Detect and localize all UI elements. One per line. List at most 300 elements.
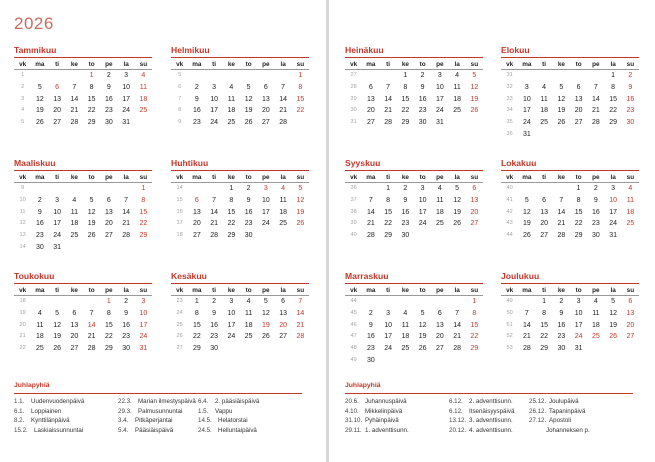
- week-row: [501, 308, 639, 320]
- day-cell: 31: [53, 243, 62, 251]
- day-cell: [397, 296, 414, 308]
- day-cell: 1: [194, 298, 199, 305]
- day-cell: 7: [524, 309, 529, 317]
- weekday-header: vk: [176, 61, 184, 68]
- month-tammikuu: [14, 44, 152, 129]
- day-cell: [66, 296, 83, 308]
- day-cell: 3: [229, 298, 234, 305]
- day-cell: 23: [591, 220, 600, 228]
- day-cell: 18: [591, 321, 600, 329]
- day-cell: 15: [139, 208, 148, 216]
- weekday-header: to: [575, 174, 582, 181]
- day-cell: [466, 117, 483, 129]
- day-cell: 31: [122, 119, 131, 127]
- day-cell: [100, 183, 117, 195]
- week-number: 33: [506, 95, 513, 102]
- day-cell: [362, 183, 379, 195]
- day-cell: 14: [87, 321, 96, 329]
- holiday-name: Pyhäinpäivä: [365, 417, 399, 425]
- day-cell: 4: [72, 196, 77, 204]
- weekday-header: ti: [212, 287, 217, 294]
- day-cell: 29: [574, 232, 583, 240]
- month-helmikuu: [171, 44, 309, 129]
- day-cell: 14: [122, 208, 131, 216]
- day-cell: 14: [591, 95, 600, 103]
- day-cell: 5: [246, 83, 251, 91]
- holiday-item: [14, 407, 118, 417]
- day-cell: 1: [542, 298, 547, 305]
- day-cell: 22: [574, 220, 583, 228]
- day-cell: 31: [522, 130, 531, 138]
- day-cell: 10: [609, 196, 618, 204]
- holiday-item: [14, 426, 118, 436]
- weekday-header: pe: [105, 174, 113, 181]
- day-cell: 14: [522, 321, 531, 329]
- day-cell: 28: [70, 119, 79, 127]
- week-number: 51: [506, 321, 513, 328]
- day-cell: 6: [194, 196, 199, 204]
- day-cell: 21: [279, 107, 288, 115]
- weekday-header: su: [626, 61, 635, 68]
- day-cell: 11: [592, 309, 600, 317]
- holiday-date: [529, 426, 546, 436]
- day-cell: 16: [104, 95, 113, 103]
- day-cell: 7: [455, 309, 460, 317]
- day-cell: 13: [626, 309, 635, 317]
- day-cell: 27: [574, 119, 583, 127]
- month-name: Huhtikuu: [171, 158, 209, 168]
- day-cell: 16: [35, 220, 44, 228]
- day-cell: 8: [611, 83, 616, 91]
- week-number: 39: [350, 220, 357, 227]
- day-cell: [536, 129, 553, 141]
- day-cell: 6: [437, 309, 442, 317]
- day-cell: [553, 70, 570, 82]
- day-cell: [188, 183, 205, 195]
- month-rule: [501, 57, 639, 58]
- day-cell: 16: [192, 107, 201, 115]
- weekday-header: la: [123, 174, 129, 181]
- holiday-name: 3. adventtisunn.: [469, 417, 513, 425]
- week-row: [171, 183, 309, 195]
- day-cell: 18: [244, 321, 253, 329]
- week-row: [345, 207, 483, 219]
- day-cell: 29: [87, 119, 96, 127]
- day-cell: 24: [122, 107, 131, 115]
- holiday-date: 29.3.: [118, 407, 132, 415]
- weekday-header: vk: [350, 61, 358, 68]
- week-number: 40: [350, 232, 357, 239]
- month-name: Joulukuu: [501, 271, 540, 281]
- holiday-date: 6.1.: [14, 407, 25, 415]
- weekday-header: ti: [55, 61, 60, 68]
- day-cell: 18: [70, 220, 79, 228]
- weekday-header: to: [575, 287, 582, 294]
- day-cell: 11: [540, 95, 548, 103]
- weekday-header: vk: [350, 174, 358, 181]
- weekday-header: su: [470, 174, 479, 181]
- month-rule: [14, 170, 152, 171]
- day-cell: 25: [401, 345, 410, 353]
- day-cell: [380, 70, 397, 82]
- day-cell: 24: [227, 333, 236, 341]
- week-row: [501, 296, 639, 308]
- day-cell: 18: [227, 107, 236, 115]
- day-cell: 26: [522, 232, 531, 240]
- holiday-date: 29.11.: [345, 426, 362, 434]
- day-cell: 30: [366, 356, 375, 364]
- day-cell: 17: [122, 95, 131, 103]
- day-cell: 22: [609, 107, 618, 115]
- month-marraskuu: [345, 270, 483, 367]
- day-cell: 25: [70, 232, 79, 240]
- week-row: [345, 343, 483, 355]
- weekday-header: to: [245, 287, 252, 294]
- week-row: [345, 70, 483, 82]
- week-number: 29: [350, 95, 357, 102]
- holiday-name: Loppiainen: [31, 407, 62, 415]
- day-cell: 20: [470, 208, 479, 216]
- day-cell: 7: [72, 83, 77, 91]
- weekday-header: ma: [366, 174, 376, 181]
- week-row: [345, 183, 483, 195]
- holiday-name: Kynttilänpäivä: [31, 417, 70, 425]
- day-cell: [292, 230, 309, 242]
- day-cell: 20: [435, 333, 444, 341]
- day-cell: 18: [139, 95, 148, 103]
- weekday-header: la: [123, 61, 129, 68]
- holidays-list-right: [345, 397, 633, 435]
- day-cell: 10: [122, 83, 131, 91]
- day-cell: 28: [210, 232, 219, 240]
- weekday-header: su: [626, 174, 635, 181]
- day-cell: 31: [574, 345, 583, 353]
- week-row: [171, 117, 309, 129]
- day-cell: 11: [436, 196, 444, 204]
- month-rule: [171, 283, 309, 284]
- day-cell: 30: [244, 232, 253, 240]
- weekday-header: ti: [212, 61, 217, 68]
- day-cell: 2: [593, 185, 598, 192]
- weekday-header-row: [14, 59, 152, 70]
- day-cell: 29: [192, 345, 201, 353]
- holiday-item: [198, 416, 302, 426]
- day-cell: 14: [453, 321, 462, 329]
- week-number: 14: [176, 185, 183, 191]
- day-cell: 18: [435, 208, 444, 216]
- day-cell: [605, 343, 622, 355]
- day-cell: [223, 70, 240, 82]
- week-number: 27: [176, 345, 183, 352]
- day-cell: [83, 296, 100, 308]
- day-cell: 19: [609, 321, 618, 329]
- weekday-header: ke: [557, 174, 565, 181]
- day-cell: 27: [104, 232, 113, 240]
- day-cell: 4: [437, 185, 442, 192]
- holiday-name: Pääsiäispäivä: [135, 426, 174, 434]
- weekday-header: la: [123, 287, 129, 294]
- month-kesakuu: [171, 270, 309, 355]
- day-cell: 3: [55, 196, 60, 204]
- holiday-date: 22.3.: [118, 398, 132, 405]
- weekday-header: ma: [366, 61, 376, 68]
- week-number: 46: [350, 321, 357, 328]
- day-cell: 15: [574, 208, 583, 216]
- week-number: 1: [21, 72, 25, 78]
- week-row: [501, 94, 639, 106]
- day-cell: [536, 70, 553, 82]
- day-cell: [118, 242, 135, 254]
- day-cell: 1: [386, 185, 391, 192]
- day-cell: 25: [227, 119, 236, 127]
- day-cell: 18: [626, 208, 635, 216]
- week-row: [14, 82, 152, 94]
- day-cell: 7: [298, 298, 303, 305]
- day-cell: 5: [55, 309, 60, 317]
- week-row: [501, 230, 639, 242]
- day-cell: 4: [281, 185, 286, 192]
- day-cell: 1: [229, 185, 234, 192]
- day-cell: 8: [141, 196, 146, 204]
- weekday-header: vk: [19, 61, 27, 68]
- month-heinakuu: [345, 44, 483, 129]
- day-cell: 19: [53, 333, 62, 341]
- day-cell: 20: [366, 107, 375, 115]
- week-number: 45: [350, 309, 357, 316]
- day-cell: [31, 296, 48, 308]
- day-cell: 11: [453, 83, 461, 91]
- week-row: [14, 105, 152, 117]
- day-cell: 11: [279, 196, 287, 204]
- day-cell: 30: [104, 119, 113, 127]
- week-row: [345, 218, 483, 230]
- week-number: 36: [506, 130, 513, 137]
- day-cell: 2: [628, 72, 633, 79]
- day-cell: 25: [626, 220, 635, 228]
- day-cell: 20: [574, 107, 583, 115]
- day-cell: 21: [522, 333, 531, 341]
- week-row: [171, 195, 309, 207]
- day-cell: 5: [89, 196, 94, 204]
- day-cell: 7: [281, 83, 286, 91]
- day-cell: 30: [626, 119, 635, 127]
- weekday-header-row: [14, 172, 152, 183]
- week-row: [171, 343, 309, 355]
- holiday-date: 20.6.: [345, 398, 359, 405]
- week-number: 3: [21, 95, 25, 102]
- holiday-item: [529, 397, 633, 407]
- week-number: 8: [178, 107, 182, 114]
- holiday-item: [198, 397, 302, 407]
- weekday-header: pe: [262, 61, 270, 68]
- holiday-date: 1.1.: [14, 398, 25, 405]
- holiday-date: 8.2.: [14, 417, 25, 425]
- day-cell: 30: [401, 232, 410, 240]
- weekday-header: vk: [506, 61, 514, 68]
- day-cell: 16: [210, 321, 219, 329]
- day-cell: 23: [366, 345, 375, 353]
- month-lokakuu: [501, 157, 639, 242]
- day-cell: [257, 70, 274, 82]
- week-number: 52: [506, 333, 513, 340]
- day-cell: 17: [435, 95, 444, 103]
- day-cell: 24: [574, 333, 583, 341]
- weekday-header-row: [345, 172, 483, 183]
- day-cell: 8: [89, 83, 94, 91]
- month-maaliskuu: [14, 157, 152, 254]
- week-row: [14, 331, 152, 343]
- day-cell: 2: [559, 298, 564, 305]
- holiday-date: 20.12.: [449, 426, 467, 434]
- holiday-item: [449, 426, 529, 436]
- day-cell: 28: [87, 345, 96, 353]
- day-cell: 6: [106, 196, 111, 204]
- weekday-header: ti: [542, 174, 547, 181]
- day-cell: 12: [557, 95, 566, 103]
- holiday-name: Helluntaipäivä: [218, 426, 257, 434]
- day-cell: 2: [403, 185, 408, 192]
- day-cell: 19: [522, 220, 531, 228]
- day-cell: 19: [35, 107, 44, 115]
- weekday-header: vk: [19, 287, 27, 294]
- holiday-item: [198, 407, 302, 417]
- day-cell: 9: [194, 95, 199, 103]
- day-cell: 16: [122, 321, 131, 329]
- week-row: [14, 308, 152, 320]
- day-cell: 24: [261, 220, 270, 228]
- weekday-header: pe: [592, 287, 600, 294]
- holiday-date: 3.4.: [118, 417, 129, 425]
- week-row: [501, 343, 639, 355]
- holiday-date: 25.12.: [529, 398, 547, 405]
- week-number: 44: [350, 298, 357, 304]
- day-cell: 26: [609, 333, 618, 341]
- day-cell: 22: [470, 333, 479, 341]
- day-cell: 13: [574, 95, 583, 103]
- holiday-item: [198, 426, 302, 436]
- calendar-page-left: [0, 0, 326, 462]
- day-cell: 6: [628, 298, 633, 305]
- day-cell: [536, 183, 553, 195]
- day-cell: [449, 230, 466, 242]
- day-cell: [414, 355, 431, 367]
- week-row: [14, 70, 152, 82]
- week-row: [501, 183, 639, 195]
- day-cell: 25: [435, 220, 444, 228]
- day-cell: 30: [122, 345, 131, 353]
- weekday-header: ma: [522, 174, 532, 181]
- week-row: [171, 218, 309, 230]
- week-number: 24: [176, 309, 183, 316]
- day-cell: 28: [453, 345, 462, 353]
- day-cell: 31: [139, 345, 148, 353]
- day-cell: 12: [53, 321, 62, 329]
- day-cell: 27: [366, 119, 375, 127]
- day-cell: 25: [540, 119, 549, 127]
- month-joulukuu: [501, 270, 639, 355]
- holiday-date: 5.4.: [118, 426, 129, 434]
- day-cell: [118, 183, 135, 195]
- week-number: 25: [176, 321, 183, 328]
- day-cell: [622, 343, 639, 355]
- weekday-header: to: [419, 61, 426, 68]
- month-name: Elokuu: [501, 45, 530, 55]
- week-row: [345, 331, 483, 343]
- day-cell: [66, 70, 83, 82]
- week-number: 49: [350, 356, 357, 363]
- weekday-header: la: [454, 61, 460, 68]
- weekday-header: pe: [436, 174, 444, 181]
- holiday-item: [449, 416, 529, 426]
- day-cell: 9: [368, 321, 373, 329]
- day-cell: 30: [557, 345, 566, 353]
- calendar-page-right: [329, 0, 655, 462]
- day-cell: 6: [55, 83, 60, 91]
- day-cell: 20: [70, 333, 79, 341]
- weekday-header: su: [139, 61, 148, 68]
- day-cell: 27: [435, 345, 444, 353]
- weekday-header: ke: [557, 61, 565, 68]
- day-cell: 19: [557, 107, 566, 115]
- day-cell: [275, 230, 292, 242]
- month-name: Marraskuu: [345, 271, 389, 281]
- day-cell: 22: [87, 107, 96, 115]
- day-cell: 26: [470, 107, 479, 115]
- day-cell: [292, 117, 309, 129]
- day-cell: 20: [192, 220, 201, 228]
- day-cell: 24: [522, 119, 531, 127]
- day-cell: 13: [435, 321, 444, 329]
- week-row: [345, 195, 483, 207]
- day-cell: 15: [104, 321, 113, 329]
- day-cell: 9: [37, 208, 42, 216]
- day-cell: 11: [227, 95, 236, 103]
- weekday-header: to: [575, 61, 582, 68]
- day-cell: 25: [244, 333, 253, 341]
- day-cell: 27: [192, 232, 201, 240]
- holiday-name: Uudenvuodenpäivä: [31, 398, 85, 405]
- day-cell: 24: [139, 333, 148, 341]
- day-cell: 3: [524, 83, 529, 91]
- day-cell: 19: [244, 107, 253, 115]
- holiday-item: [529, 407, 633, 417]
- day-cell: [518, 296, 535, 308]
- day-cell: 9: [593, 196, 598, 204]
- weekday-header: pe: [262, 174, 270, 181]
- day-cell: 23: [122, 333, 131, 341]
- week-row: [171, 94, 309, 106]
- day-cell: 6: [542, 196, 547, 204]
- day-cell: 15: [227, 208, 236, 216]
- weekday-header: ma: [192, 61, 202, 68]
- day-cell: 27: [70, 345, 79, 353]
- weekday-header: pe: [592, 174, 600, 181]
- day-cell: 10: [53, 208, 62, 216]
- day-cell: 3: [212, 83, 217, 91]
- day-cell: 10: [435, 83, 444, 91]
- day-cell: 2: [368, 309, 373, 317]
- day-cell: 5: [298, 185, 303, 192]
- day-cell: [49, 296, 66, 308]
- month-name: Heinäkuu: [345, 45, 384, 55]
- day-cell: 6: [368, 83, 373, 91]
- day-cell: 8: [106, 309, 111, 317]
- day-cell: 9: [212, 309, 217, 317]
- day-cell: [240, 343, 257, 355]
- day-cell: 22: [139, 220, 148, 228]
- week-number: 11: [19, 208, 26, 215]
- day-cell: 15: [384, 208, 393, 216]
